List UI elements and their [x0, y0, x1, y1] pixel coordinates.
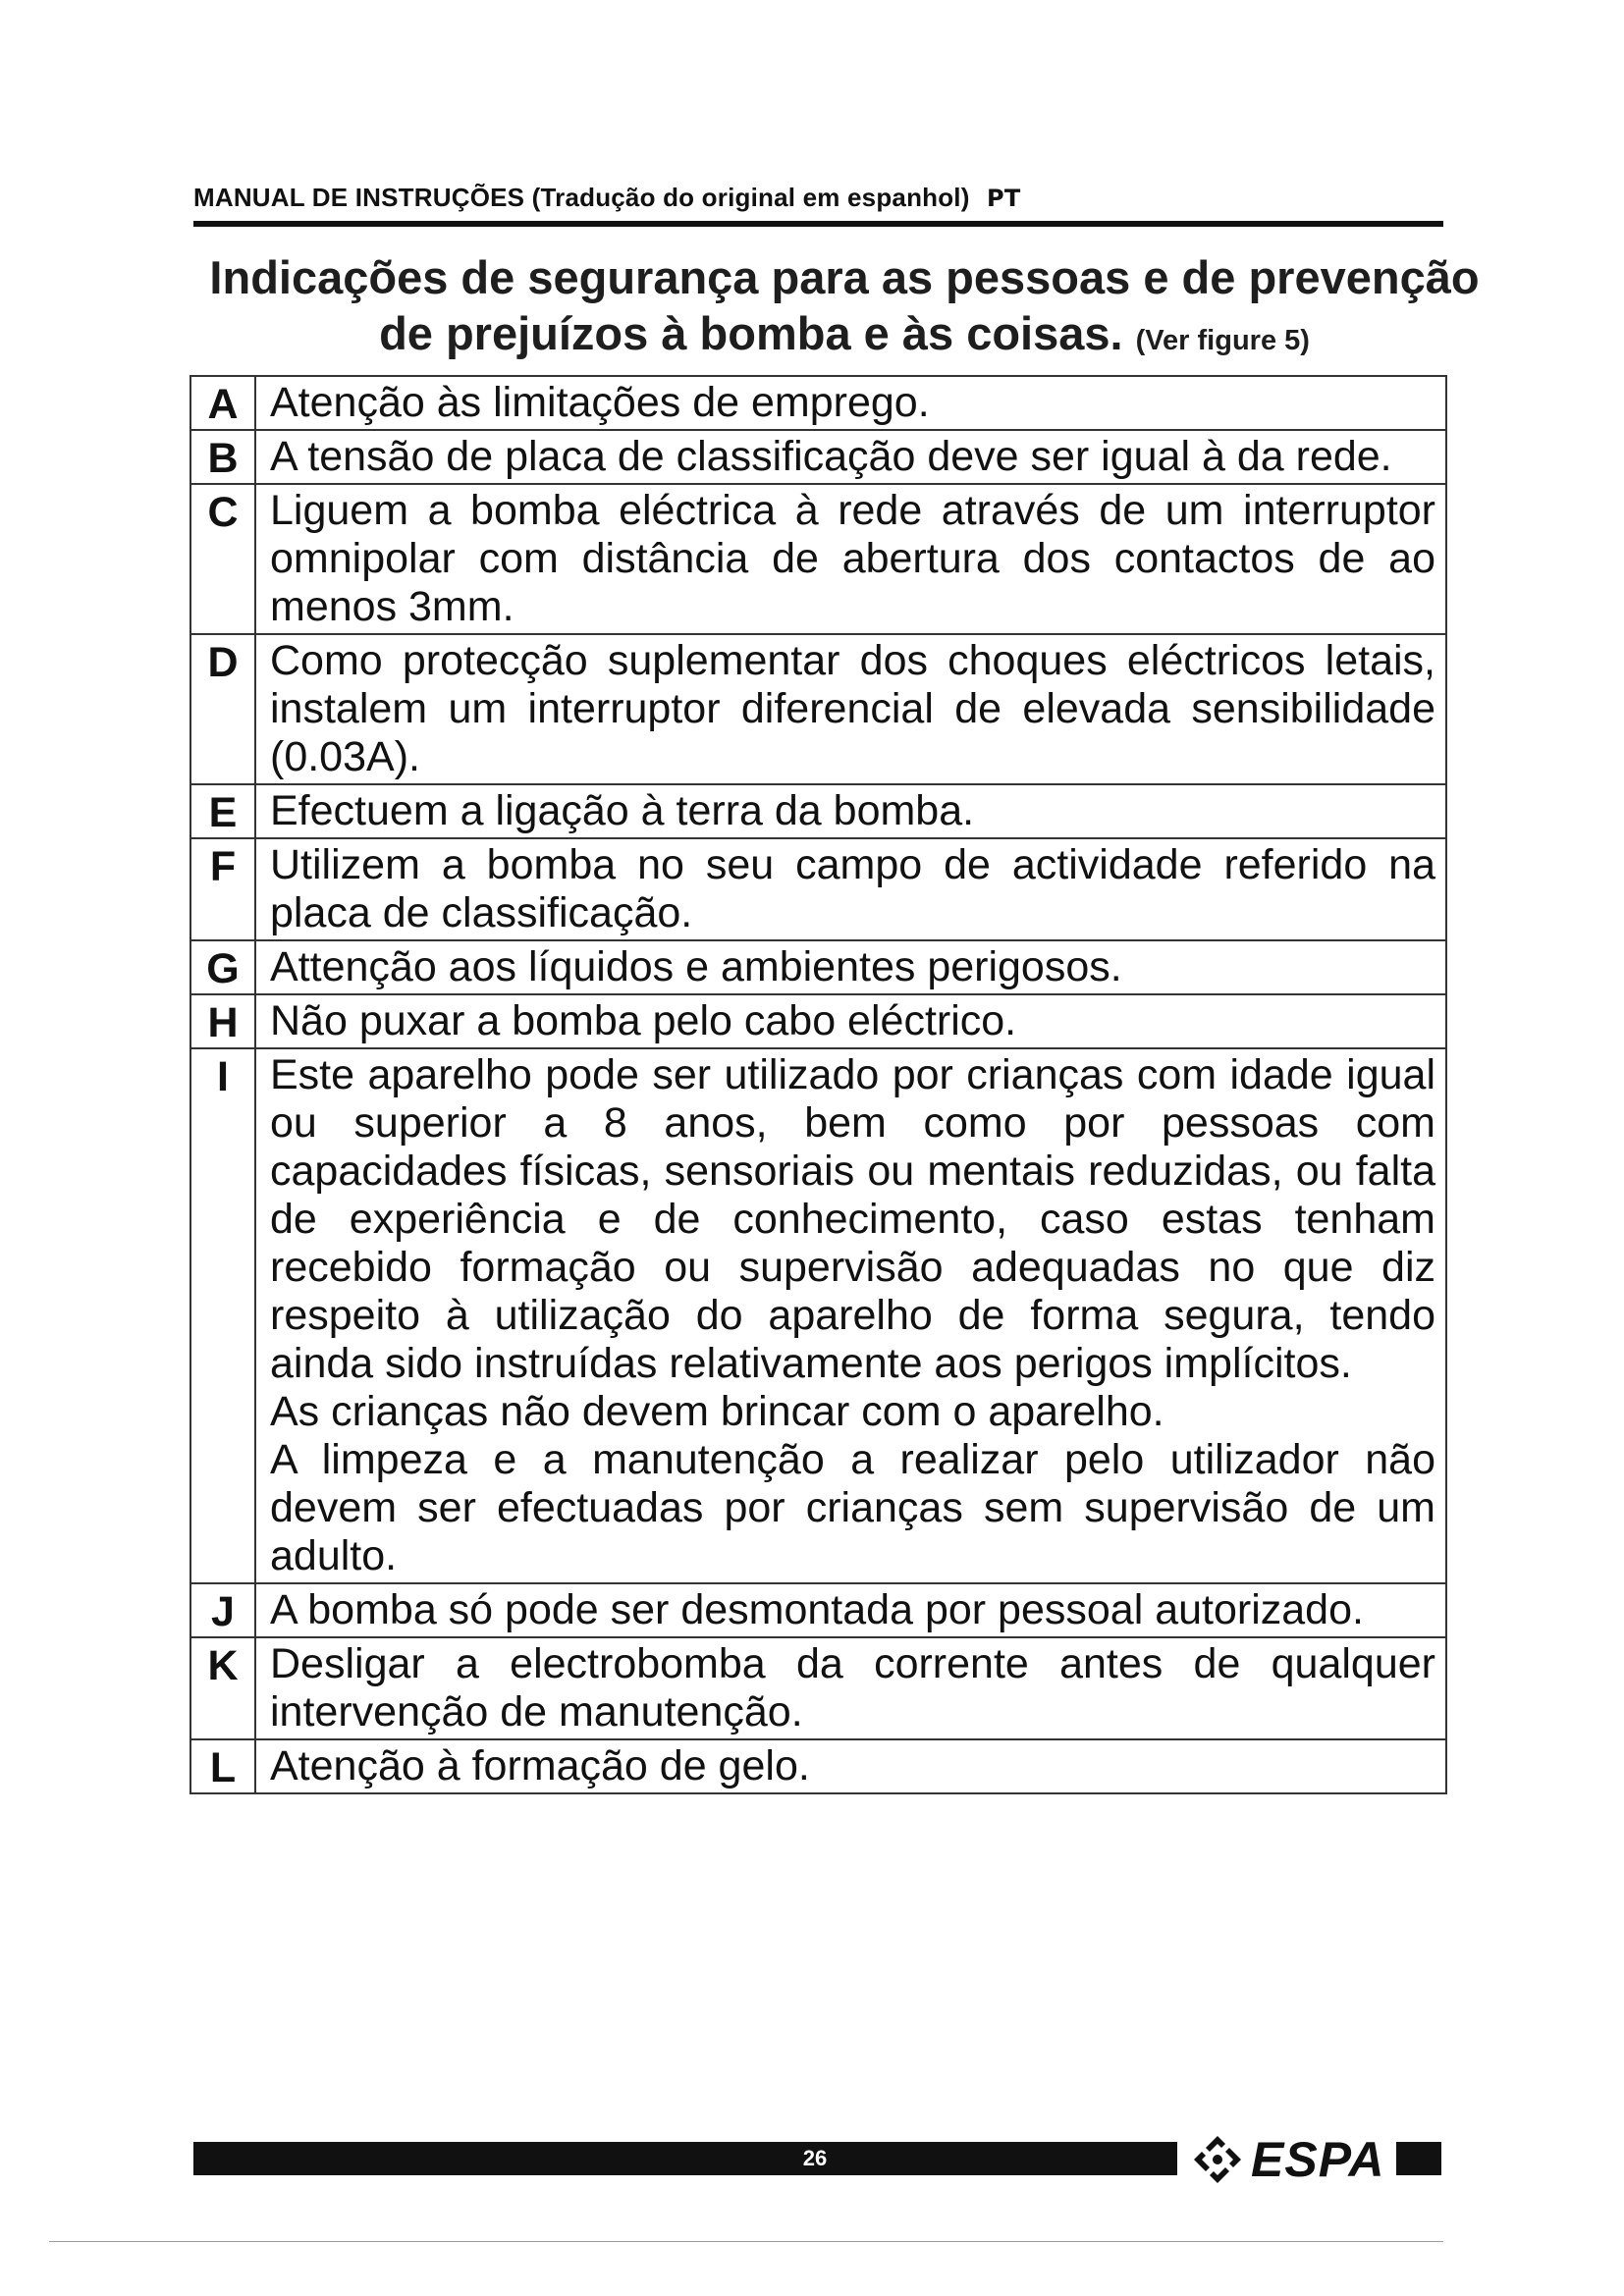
page-number: 26 — [802, 2146, 828, 2170]
table-row — [190, 838, 1446, 940]
header-rule — [193, 221, 1443, 227]
row-letter: D — [190, 634, 255, 784]
row-letter: G — [190, 940, 255, 994]
table-row — [190, 376, 1446, 430]
row-text: A bomba só pode ser desmontada por pessoal autorizado. — [255, 1583, 1446, 1637]
table-row — [190, 1048, 1446, 1583]
espa-logo — [1188, 2130, 1384, 2189]
table-row — [190, 1583, 1446, 1637]
row-text: Este aparelho pode ser utilizado por crianças com idade igual ou superior a 8 anos, bem como por pessoas com capacidades físicas, sensoriais ou mentais reduzidas, ou falta de experiência e de conhecimento, caso estas tenham recebido formação ou supervisão adequadas no que diz respeito à utilização do aparelho de forma segura, tendo ainda sido instruídas relativamente aos perigos implícitos. As crianças não devem brincar com o aparelho. A limpeza e a manutenção a realizar pelo utilizador não devem ser efectuadas por crianças sem supervisão de um adulto. — [255, 1048, 1446, 1583]
row-letter: F — [190, 838, 255, 940]
language-code: PT — [987, 185, 1021, 212]
manual-header — [193, 183, 1440, 213]
row-text: Desligar a electrobomba da corrente antes de qualquer intervenção de manutenção. — [255, 1637, 1446, 1739]
row-letter: L — [190, 1739, 255, 1793]
figure-reference: (Ver figure 5) — [1135, 325, 1310, 356]
manual-header-text: MANUAL DE INSTRUÇÕES (Tradução do original em espanhol) — [193, 183, 970, 212]
table-row — [190, 484, 1446, 634]
footer-bar — [193, 2142, 1177, 2175]
section-title-line1: Indicações de segurança para as pessoas e de prevenção — [209, 251, 1480, 303]
table-row — [190, 784, 1446, 838]
table-row — [190, 994, 1446, 1048]
table-row — [190, 940, 1446, 994]
safety-table — [189, 375, 1447, 1794]
section-title — [187, 249, 1502, 369]
table-row — [190, 634, 1446, 784]
table-row — [190, 1739, 1446, 1793]
bottom-rule — [49, 2241, 1443, 2242]
row-letter: K — [190, 1637, 255, 1739]
row-text: Como protecção suplementar dos choques eléctricos letais, instalem um interruptor diferencial de elevada sensibilidade (0.03A). — [255, 634, 1446, 784]
row-letter: J — [190, 1583, 255, 1637]
table-row — [190, 1637, 1446, 1739]
row-text: Atenção às limitações de emprego. — [255, 376, 1446, 430]
row-text: Não puxar a bomba pelo cabo eléctrico. — [255, 994, 1446, 1048]
espa-logo-text: ESPA — [1251, 2132, 1385, 2187]
row-text: Attenção aos líquidos e ambientes perigosos. — [255, 940, 1446, 994]
row-letter: H — [190, 994, 255, 1048]
section-title-line2: de prejuízos à bomba e às coisas. — [379, 307, 1123, 359]
row-text: Utilizem a bomba no seu campo de actividade referido na placa de classificação. — [255, 838, 1446, 940]
row-letter: E — [190, 784, 255, 838]
row-text: Liguem a bomba eléctrica à rede através de um interruptor omnipolar com distância de abertura dos contactos de ao menos 3mm. — [255, 484, 1446, 634]
row-text: A tensão de placa de classificação deve ser igual à da rede. — [255, 430, 1446, 484]
table-row — [190, 430, 1446, 484]
row-text: Atenção à formação de gelo. — [255, 1739, 1446, 1793]
row-text: Efectuem a ligação à terra da bomba. — [255, 784, 1446, 838]
espa-logo-icon — [1188, 2130, 1247, 2189]
section-title-line2-wrap — [187, 305, 1502, 369]
footer-square — [1396, 2142, 1441, 2175]
row-letter: I — [190, 1048, 255, 1583]
row-letter: C — [190, 484, 255, 634]
row-letter: B — [190, 430, 255, 484]
row-letter: A — [190, 376, 255, 430]
